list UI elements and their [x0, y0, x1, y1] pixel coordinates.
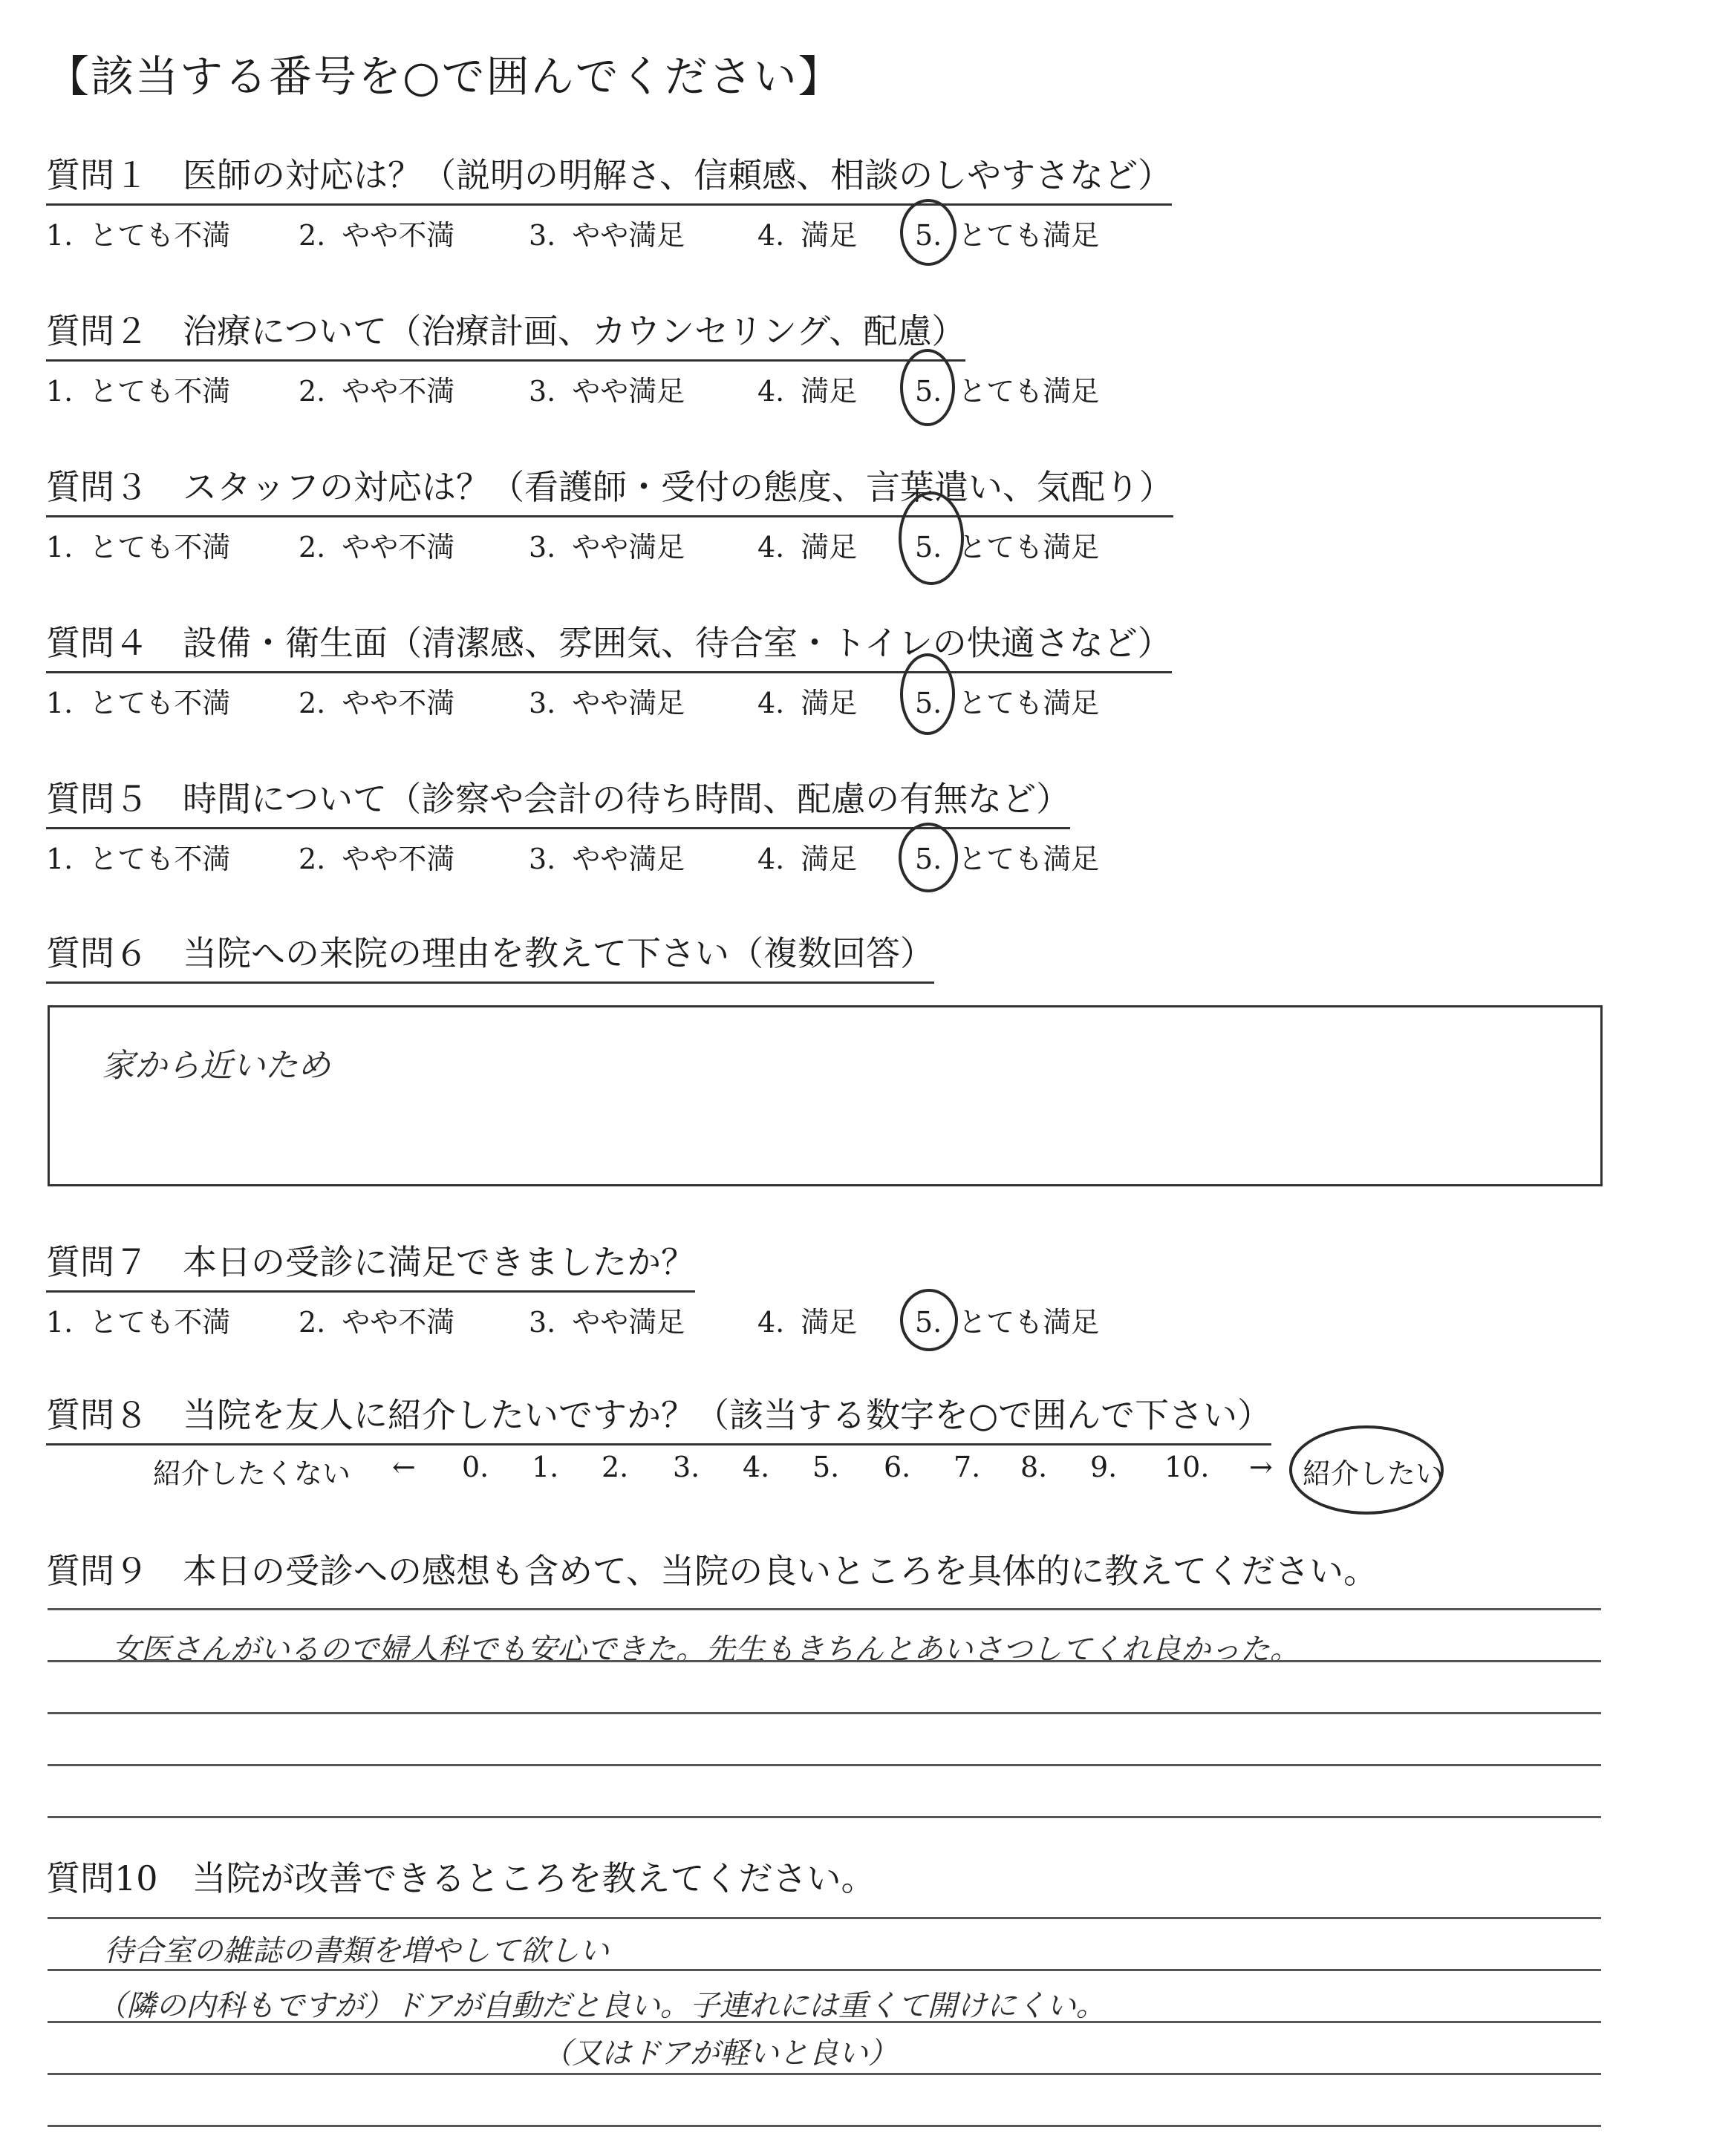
option-4[interactable]: 4. 満足: [757, 375, 858, 408]
question-number: 質問１: [46, 155, 149, 195]
question-4: [46, 616, 1172, 719]
question-text: 治療について（治療計画、カウンセリング、配慮）: [183, 311, 966, 351]
option-2[interactable]: 2. やや不満: [299, 375, 455, 408]
question-number: 質問10: [46, 1858, 158, 1898]
answer-line: [48, 1764, 1601, 1766]
question-text: 時間について（診察や会計の待ち時間、配慮の有無など）: [183, 779, 1071, 819]
answer-line: [48, 2125, 1601, 2127]
question-6: [46, 927, 934, 984]
option-2[interactable]: 2. やや不満: [299, 219, 455, 252]
option-3[interactable]: 3. やや満足: [529, 687, 685, 719]
scale-option-10[interactable]: 10.: [1164, 1451, 1210, 1483]
scale-option-0[interactable]: 0.: [462, 1451, 489, 1483]
question-2: [46, 304, 1100, 408]
answer-line: [48, 1917, 1601, 1919]
option-5[interactable]: 5. とても満足: [915, 531, 1100, 564]
question-7: [46, 1235, 1100, 1339]
question-number: 質問２: [46, 311, 149, 351]
selection-circle: [899, 823, 958, 892]
handwritten-answer: 家から近いため: [102, 1047, 330, 1085]
selection-circle: [899, 491, 964, 585]
option-5[interactable]: 5. とても満足: [915, 375, 1100, 408]
option-2[interactable]: 2. やや不満: [299, 531, 455, 564]
handwritten-answer-line-1: 待合室の雑誌の書類を増やして欲しい: [104, 1934, 609, 1968]
scale-right-arrow: →: [1249, 1451, 1273, 1483]
option-2[interactable]: 2. やや不満: [299, 1306, 455, 1339]
scale-option-3[interactable]: 3.: [673, 1451, 700, 1483]
question-5: [46, 772, 1100, 875]
scale-right-label[interactable]: 紹介したい: [1303, 1457, 1444, 1490]
answer-line: [48, 1608, 1601, 1610]
option-4[interactable]: 4. 満足: [757, 1306, 858, 1339]
question-text: 本日の受診に満足できましたか？: [183, 1242, 695, 1282]
option-1[interactable]: 1. とても不満: [46, 843, 231, 875]
handwritten-answer: 女医さんがいるので婦人科でも安心できた。先生もきちんとあいさつしてくれ良かった。: [111, 1633, 1300, 1667]
option-4[interactable]: 4. 満足: [757, 843, 858, 875]
scale-option-2[interactable]: 2.: [602, 1451, 629, 1483]
question-9: [46, 1544, 1378, 1599]
question-text: 医師の対応は？（説明の明解さ、信頼感、相談のしやすさなど）: [183, 155, 1173, 195]
option-4[interactable]: 4. 満足: [757, 219, 858, 252]
question-8: [46, 1388, 1271, 1446]
question-number: 質問６: [46, 933, 149, 973]
scale-option-7[interactable]: 7.: [954, 1451, 981, 1483]
option-3[interactable]: 3. やや満足: [529, 1306, 685, 1339]
scale-option-5[interactable]: 5.: [812, 1451, 840, 1483]
option-1[interactable]: 1. とても不満: [46, 531, 231, 564]
selection-circle: [1289, 1425, 1444, 1515]
question-text: 当院を友人に紹介したいですか？（該当する数字を○で囲んで下さい）: [183, 1395, 1272, 1435]
question-3: [46, 460, 1173, 564]
selection-circle: [900, 1289, 958, 1351]
option-4[interactable]: 4. 満足: [757, 531, 858, 564]
option-3[interactable]: 3. やや満足: [529, 219, 685, 252]
scale-left-arrow: ←: [392, 1451, 416, 1483]
question-1: [46, 148, 1173, 252]
option-1[interactable]: 1. とても不満: [46, 1306, 231, 1339]
option-2[interactable]: 2. やや不満: [299, 843, 455, 875]
option-3[interactable]: 3. やや満足: [529, 375, 685, 408]
option-1[interactable]: 1. とても不満: [46, 219, 231, 252]
form-header: 【該当する番号を○で囲んでください】: [46, 51, 843, 102]
scale-option-4[interactable]: 4.: [743, 1451, 770, 1483]
answer-line: [48, 2073, 1601, 2075]
answer-line: [48, 1816, 1601, 1818]
question-text: スタッフの対応は？（看護師・受付の態度、言葉遣い、気配り）: [183, 467, 1173, 507]
scale-option-9[interactable]: 9.: [1090, 1451, 1118, 1483]
option-5[interactable]: 5. とても満足: [915, 219, 1100, 252]
scale-option-6[interactable]: 6.: [884, 1451, 911, 1483]
option-5[interactable]: 5. とても満足: [915, 1306, 1100, 1339]
question-text: 設備・衛生面（清潔感、雰囲気、待合室・トイレの快適さなど）: [183, 623, 1172, 663]
question-text: 当院への来院の理由を教えて下さい（複数回答）: [183, 933, 934, 973]
scale-left-label: 紹介したくない: [153, 1457, 351, 1490]
answer-line: [48, 1660, 1601, 1662]
answer-line: [48, 1712, 1601, 1714]
selection-circle: [900, 653, 955, 735]
handwritten-answer-line-3: （又はドアが軽いと良い）: [542, 2036, 898, 2071]
question-number: 質問４: [46, 623, 149, 663]
selection-circle: [900, 349, 955, 426]
handwritten-answer-line-2: （隣の内科もですが）ドアが自動だと良い。子連れには重くて開けにくい。: [97, 1989, 1106, 2023]
selection-circle: [900, 199, 956, 266]
option-1[interactable]: 1. とても不満: [46, 687, 231, 719]
scale-option-1[interactable]: 1.: [532, 1451, 559, 1483]
option-3[interactable]: 3. やや満足: [529, 843, 685, 875]
answer-line: [48, 1969, 1601, 1971]
option-4[interactable]: 4. 満足: [757, 687, 858, 719]
option-3[interactable]: 3. やや満足: [529, 531, 685, 564]
question-number: 質問８: [46, 1395, 149, 1435]
question-number: 質問３: [46, 467, 149, 507]
question-text: 当院が改善できるところを教えてください。: [192, 1858, 876, 1898]
question-number: 質問９: [46, 1551, 149, 1591]
option-5[interactable]: 5. とても満足: [915, 843, 1100, 875]
answer-box[interactable]: [48, 1005, 1603, 1186]
answer-line: [48, 2021, 1601, 2023]
scale-option-8[interactable]: 8.: [1020, 1451, 1048, 1483]
question-text: 本日の受診への感想も含めて、当院の良いところを具体的に教えてください。: [183, 1551, 1378, 1591]
option-5[interactable]: 5. とても満足: [915, 687, 1100, 719]
question-number: 質問５: [46, 779, 149, 819]
question-10: [46, 1852, 876, 1907]
option-1[interactable]: 1. とても不満: [46, 375, 231, 408]
option-2[interactable]: 2. やや不満: [299, 687, 455, 719]
question-number: 質問７: [46, 1242, 149, 1282]
